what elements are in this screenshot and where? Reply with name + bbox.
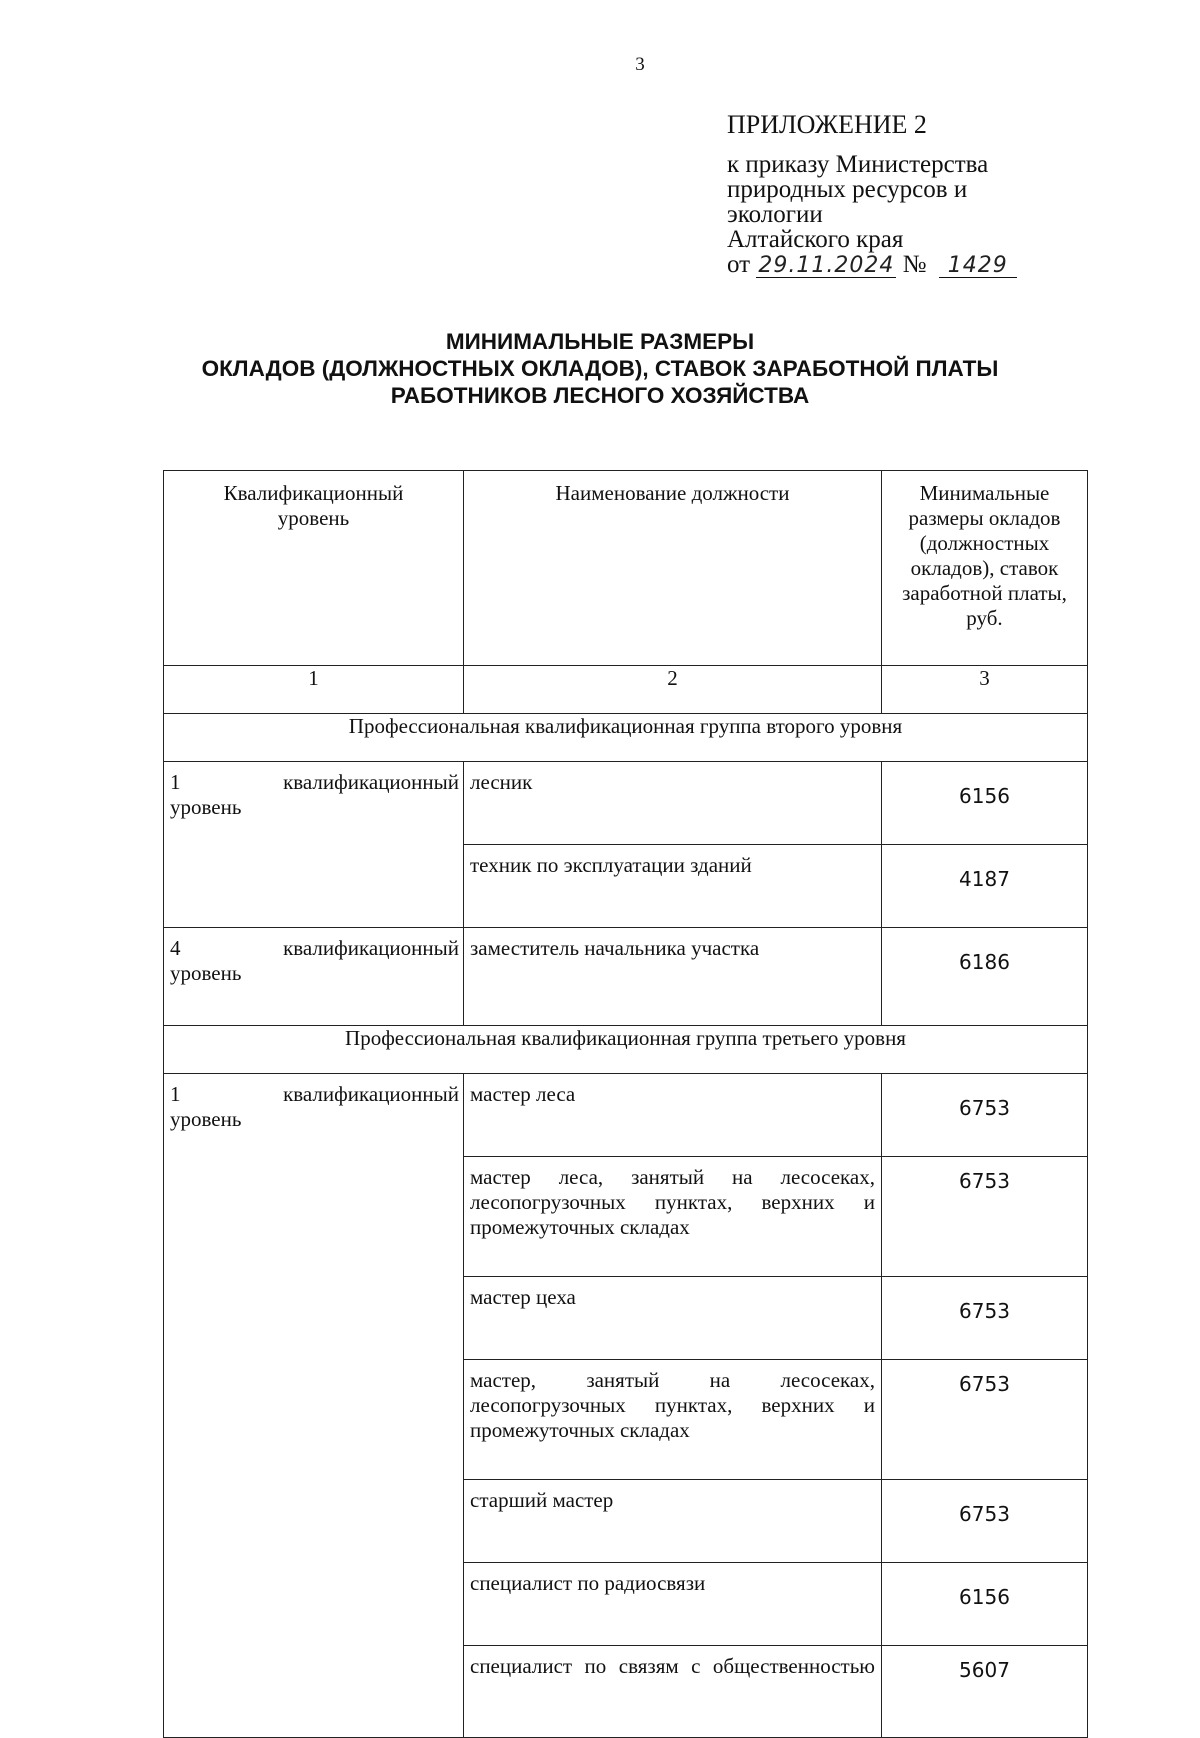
level-word-2: уровень — [170, 961, 242, 985]
level-number: 1 — [170, 1082, 181, 1106]
appendix-block — [727, 112, 1167, 278]
group-title: Профессиональная квалификационная группа второго уровня — [164, 714, 1088, 762]
table-row — [164, 928, 1088, 1026]
appendix-date-line — [727, 252, 1167, 278]
column-number-row — [164, 666, 1088, 714]
column-number: 1 — [164, 666, 464, 714]
title-line: ОКЛАДОВ (ДОЛЖНОСТНЫХ ОКЛАДОВ), СТАВОК ЗАРАБОТНОЙ ПЛАТЫ — [201, 356, 999, 381]
title-line: РАБОТНИКОВ ЛЕСНОГО ХОЗЯЙСТВА — [390, 383, 810, 408]
salary-value: 4187 — [882, 845, 1088, 928]
page-number: 3 — [635, 54, 645, 75]
salary-value: 6753 — [882, 1074, 1088, 1157]
level-word: квалификационный — [283, 770, 459, 794]
level-word-2: уровень — [170, 1107, 242, 1131]
position-name: мастер леса, занятый на лесосеках, лесопогрузочных пунктах, верхних и промежуточных складах — [464, 1157, 882, 1277]
salary-value: 5607 — [882, 1646, 1088, 1738]
handwritten-date: 29.11.2024 — [756, 255, 896, 278]
appendix-line: Алтайского края — [727, 226, 904, 253]
position-name: специалист по связям с общественностью — [464, 1646, 882, 1738]
salary-value: 6753 — [882, 1360, 1088, 1480]
table-row — [164, 762, 1088, 845]
header-level-text: Квалификационный уровень — [223, 481, 404, 530]
header-salary-text: Минимальные размеры окладов (должностных окладов), ставок заработной платы, руб. — [902, 481, 1067, 630]
date-prefix: от — [727, 251, 751, 278]
salary-value: 6753 — [882, 1157, 1088, 1277]
title-line: МИНИМАЛЬНЫЕ РАЗМЕРЫ — [445, 329, 755, 354]
salary-value: 6753 — [882, 1277, 1088, 1360]
number-prefix: № — [902, 251, 927, 278]
level-cell — [164, 762, 464, 928]
position-name: старший мастер — [464, 1480, 882, 1563]
salary-value: 6753 — [882, 1480, 1088, 1563]
level-word: квалификационный — [283, 1082, 459, 1106]
level-word-2: уровень — [170, 795, 242, 819]
column-number: 2 — [464, 666, 882, 714]
salary-value: 6156 — [882, 1563, 1088, 1646]
appendix-heading: ПРИЛОЖЕНИЕ 2 — [727, 110, 927, 139]
column-number: 3 — [882, 666, 1088, 714]
position-name: мастер, занятый на лесосеках, лесопогрузочных пунктах, верхних и промежуточных складах — [464, 1360, 882, 1480]
position-name: лесник — [464, 762, 882, 845]
table-row — [164, 1074, 1088, 1157]
salary-value: 6156 — [882, 762, 1088, 845]
position-name: техник по эксплуатации зданий — [464, 845, 882, 928]
appendix-line: экологии — [727, 201, 823, 228]
handwritten-number: 1429 — [939, 255, 1017, 278]
group-title: Профессиональная квалификационная группа третьего уровня — [164, 1026, 1088, 1074]
level-word: квалификационный — [283, 936, 459, 960]
document-title — [0, 328, 1200, 409]
header-position-text: Наименование должности — [555, 481, 790, 505]
level-number: 4 — [170, 936, 181, 960]
salary-value: 6186 — [882, 928, 1088, 1026]
salary-table — [163, 470, 1088, 1738]
group-row — [164, 1026, 1088, 1074]
position-name: заместитель начальника участка — [464, 928, 882, 1026]
table-header-row — [164, 471, 1088, 666]
position-name: мастер леса — [464, 1074, 882, 1157]
level-cell — [164, 928, 464, 1026]
position-name: мастер цеха — [464, 1277, 882, 1360]
header-cell-salary — [882, 471, 1088, 666]
group-row — [164, 714, 1088, 762]
level-number: 1 — [170, 770, 181, 794]
appendix-line: к приказу Министерства — [727, 151, 989, 178]
header-cell-position — [464, 471, 882, 666]
position-name: специалист по радиосвязи — [464, 1563, 882, 1646]
header-cell-level — [164, 471, 464, 666]
level-cell — [164, 1074, 464, 1738]
appendix-line: природных ресурсов и — [727, 176, 968, 203]
